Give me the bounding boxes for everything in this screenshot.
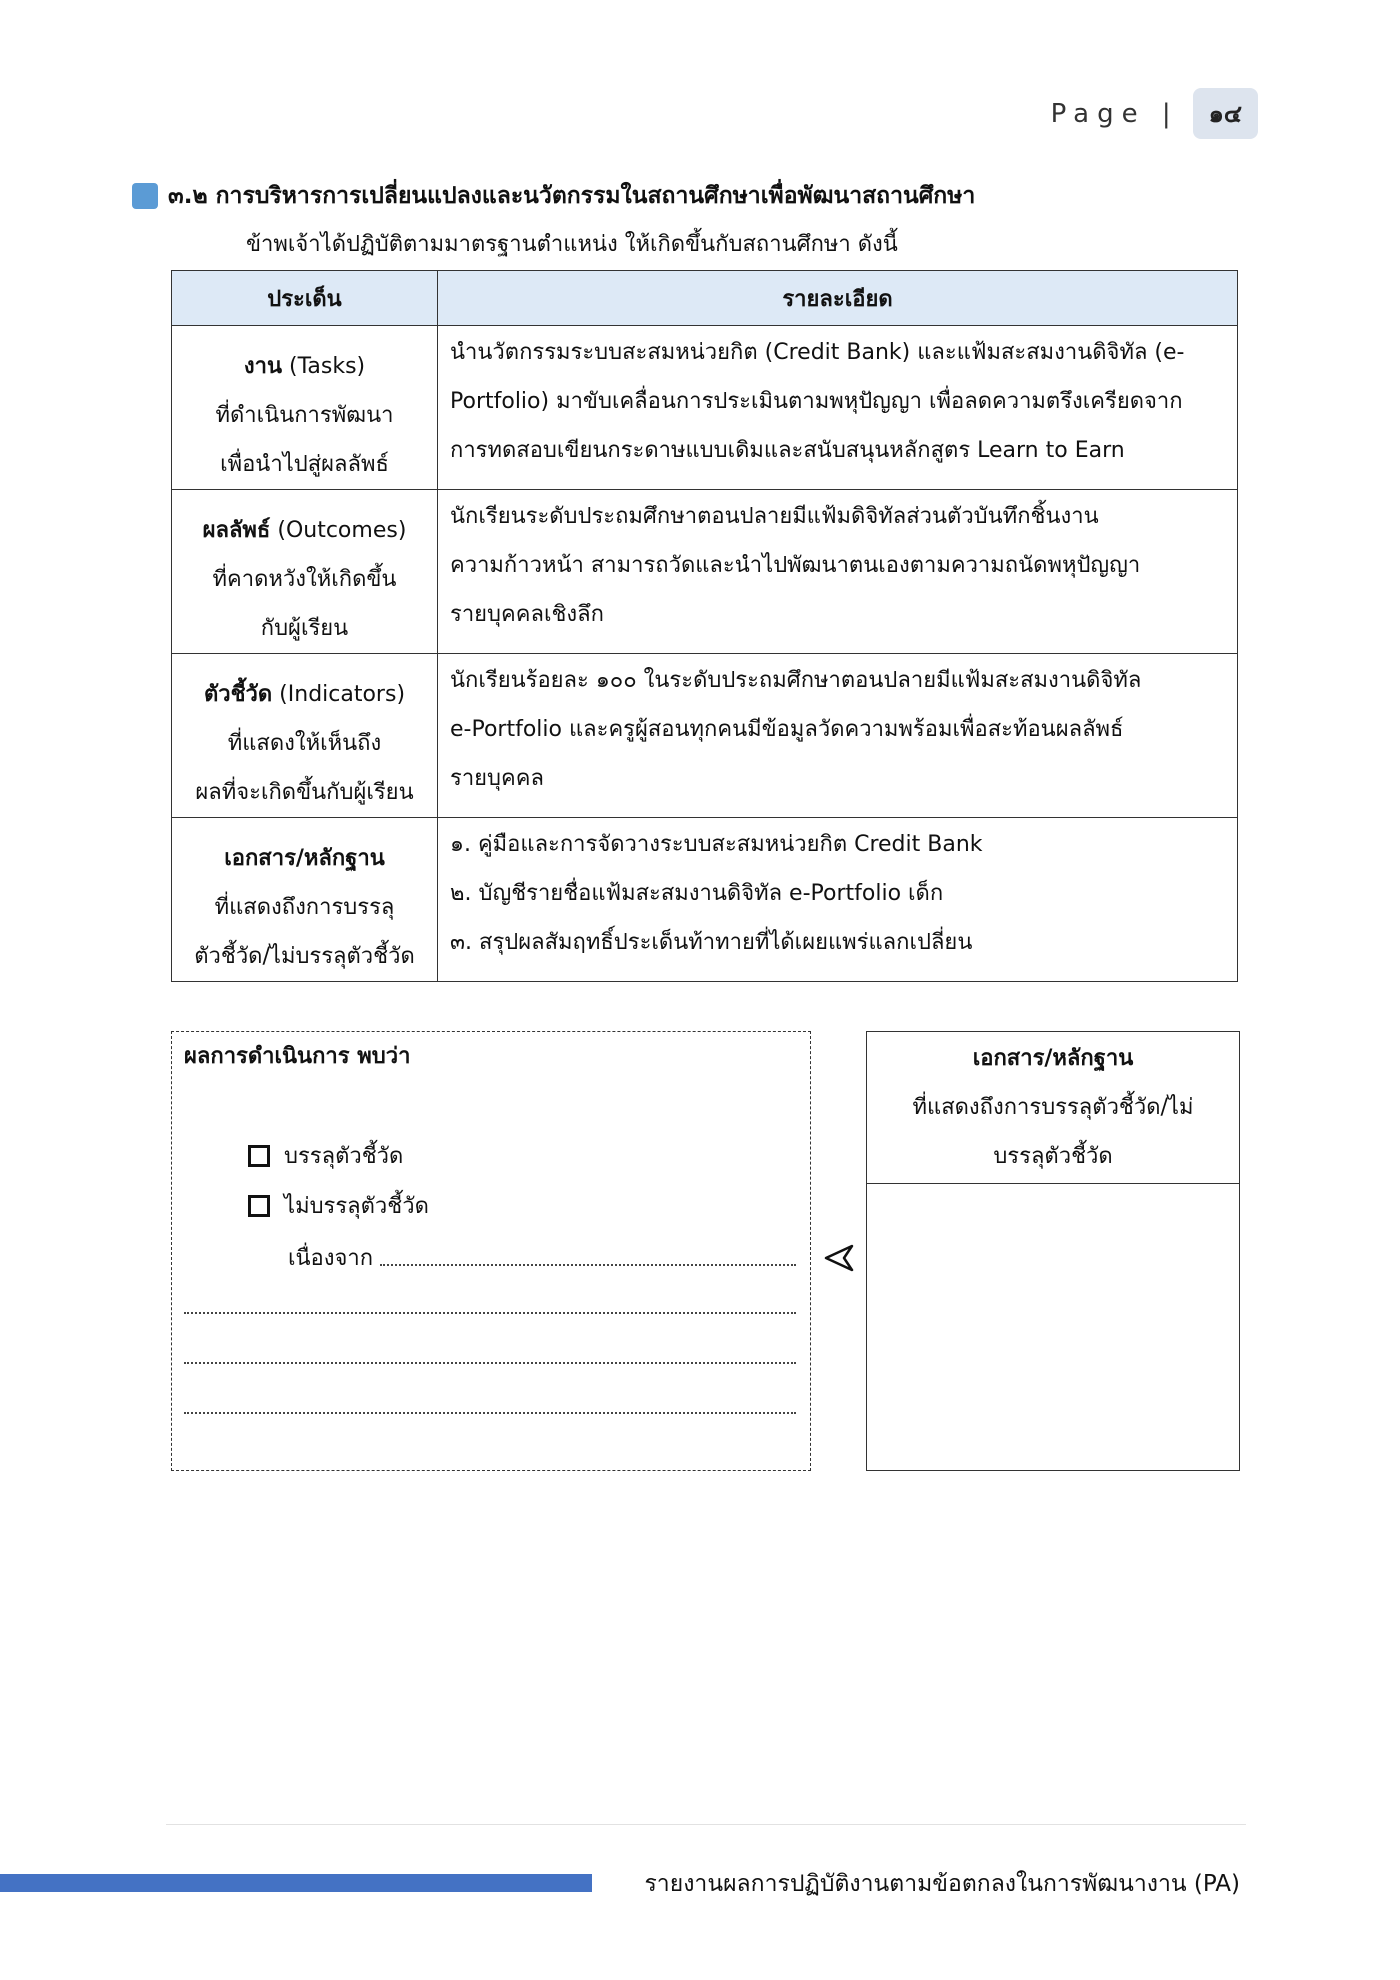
row-label-line: ที่คาดหวังให้เกิดขึ้น	[212, 567, 397, 592]
table-header-row	[172, 271, 1238, 326]
page-number: ๑๔	[1193, 88, 1258, 139]
footer-title: รายงานผลการปฏิบัติงานตามข้อตกลงในการพัฒนางาน (PA)	[644, 1871, 1240, 1897]
footer-divider	[166, 1824, 1246, 1825]
reason-label: เนื่องจาก	[288, 1246, 374, 1271]
row-label-line: เพื่อนำไปสู่ผลลัพธ์	[220, 452, 389, 477]
evidence-subtitle-line: ที่แสดงถึงการบรรลุตัวชี้วัด/ไม่	[912, 1095, 1194, 1120]
evidence-header	[867, 1032, 1239, 1184]
evidence-box	[866, 1031, 1240, 1471]
row-label-line: ผลลัพธ์ (Outcomes)	[202, 518, 407, 543]
page-header	[1051, 88, 1258, 139]
option-achieved-label: บรรลุตัวชี้วัด	[284, 1144, 404, 1169]
row-detail-line: รายบุคคล	[450, 766, 544, 791]
row-label-line: ตัวชี้วัด/ไม่บรรลุตัวชี้วัด	[194, 944, 415, 969]
section-marker-icon	[132, 183, 158, 209]
page-label: Page |	[1050, 98, 1179, 129]
result-box	[171, 1031, 811, 1471]
row-detail-cell	[438, 654, 1238, 818]
column-header-topic: ประเด็น	[172, 271, 438, 326]
evidence-title: เอกสาร/หลักฐาน	[972, 1046, 1134, 1071]
row-detail-line: นักเรียนระดับประถมศึกษาตอนปลายมีแฟ้มดิจิทัลส่วนตัวบันทึกชิ้นงาน	[450, 504, 1099, 529]
table-row-indicators	[172, 654, 1238, 818]
row-label-keyword: ตัวชี้วัด	[203, 682, 273, 707]
row-detail-line: รายบุคคลเชิงลึก	[450, 602, 604, 627]
row-label-keyword: ผลลัพธ์	[202, 518, 271, 543]
section-heading	[132, 178, 975, 214]
row-label-cell	[172, 654, 438, 818]
row-label-keyword: เอกสาร/หลักฐาน	[224, 846, 385, 871]
row-label-line: ผลที่จะเกิดขึ้นกับผู้เรียน	[195, 780, 414, 805]
row-label-line: ที่แสดงถึงการบรรลุ	[214, 895, 395, 920]
dotted-line[interactable]	[184, 1312, 796, 1314]
row-detail-cell	[438, 490, 1238, 654]
row-label-cell	[172, 490, 438, 654]
row-detail-line: ๒. บัญชีรายชื่อแฟ้มสะสมงานดิจิทัล e-Portfolio เด็ก	[450, 881, 944, 906]
column-header-detail: รายละเอียด	[438, 271, 1238, 326]
evidence-content-area[interactable]	[867, 1184, 1239, 1470]
row-detail-cell	[438, 818, 1238, 982]
row-detail-line: นักเรียนร้อยละ ๑๐๐ ในระดับประถมศึกษาตอนปลายมีแฟ้มสะสมงานดิจิทัล	[450, 668, 1142, 693]
row-detail-line: ๑. คู่มือและการจัดวางระบบสะสมหน่วยกิต Credit Bank	[450, 832, 983, 857]
dotted-line[interactable]	[184, 1412, 796, 1414]
evidence-subtitle-line: บรรลุตัวชี้วัด	[993, 1144, 1113, 1169]
result-title: ผลการดำเนินการ พบว่า	[184, 1044, 411, 1069]
row-label-line: กับผู้เรียน	[260, 616, 349, 641]
row-label-cell	[172, 818, 438, 982]
checkbox[interactable]	[248, 1195, 270, 1217]
dotted-line[interactable]	[184, 1362, 796, 1364]
row-detail-line: การทดสอบเขียนกระดาษแบบเดิมและสนับสนุนหลักสูตร Learn to Earn	[450, 438, 1125, 463]
row-label-line: ที่ดำเนินการพัฒนา	[215, 403, 394, 428]
row-label-line: ตัวชี้วัด (Indicators)	[203, 682, 406, 707]
footer-accent-bar	[0, 1874, 592, 1892]
section-intro: ข้าพเจ้าได้ปฏิบัติตามมาตรฐานตำแหน่ง ให้เกิดขึ้นกับสถานศึกษา ดังนี้	[246, 232, 898, 257]
row-detail-line: e-Portfolio และครูผู้สอนทุกคนมีข้อมูลวัดความพร้อมเพื่อสะท้อนผลลัพธ์	[450, 717, 1124, 742]
row-label-keyword: งาน	[243, 354, 283, 379]
indicator-table	[171, 270, 1238, 982]
row-label-cell	[172, 326, 438, 490]
option-not-achieved-label: ไม่บรรลุตัวชี้วัด	[284, 1194, 429, 1219]
row-detail-line: ๓. สรุปผลสัมฤทธิ์ประเด็นท้าทายที่ได้เผยแพร่แลกเปลี่ยน	[450, 930, 973, 955]
row-detail-cell	[438, 326, 1238, 490]
row-label-line: งาน (Tasks)	[243, 354, 366, 379]
row-detail-line: ความก้าวหน้า สามารถวัดและนำไปพัฒนาตนเองตามความถนัดพหุปัญญา	[450, 553, 1141, 578]
row-detail-line: นำนวัตกรรมระบบสะสมหน่วยกิต (Credit Bank) และแฟ้มสะสมงานดิจิทัล (e-	[450, 340, 1185, 365]
checkbox[interactable]	[248, 1145, 270, 1167]
option-not-achieved[interactable]	[248, 1188, 429, 1223]
table-row-outcomes	[172, 490, 1238, 654]
row-label-line: ที่แสดงให้เห็นถึง	[227, 731, 382, 756]
table-row-evidence	[172, 818, 1238, 982]
reason-dotted-line[interactable]	[380, 1264, 796, 1266]
arrow-left-icon	[824, 1243, 854, 1281]
table-row-tasks	[172, 326, 1238, 490]
option-achieved[interactable]	[248, 1138, 403, 1173]
row-detail-line: Portfolio) มาขับเคลื่อนการประเมินตามพหุปัญญา เพื่อลดความตรึงเครียดจาก	[450, 389, 1183, 414]
section-title: ๓.๒ การบริหารการเปลี่ยนแปลงและนวัตกรรมในสถานศึกษาเพื่อพัฒนาสถานศึกษา	[168, 183, 976, 209]
row-label-line	[178, 834, 431, 883]
